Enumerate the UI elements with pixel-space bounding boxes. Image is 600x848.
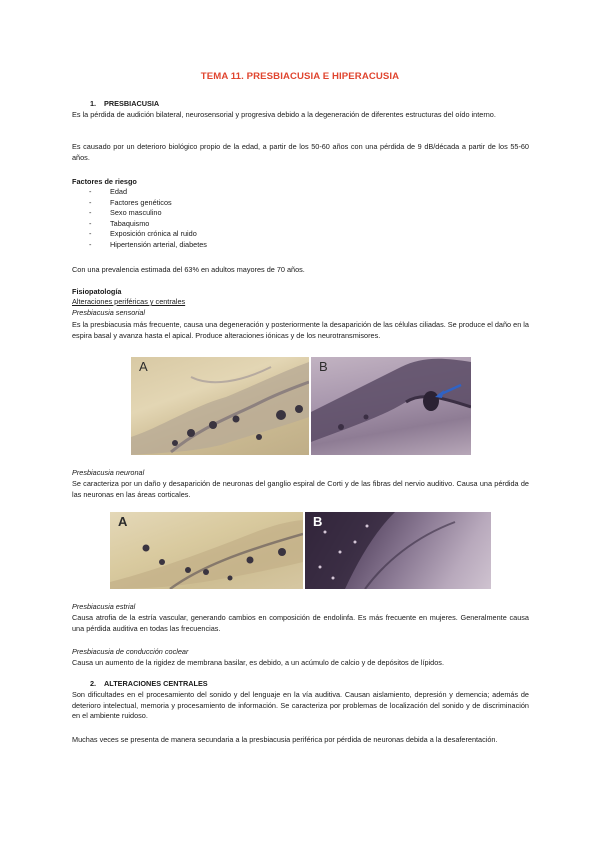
- spiral-ganglion-tissue-b: [305, 512, 491, 589]
- figure-1-panel-a: [131, 357, 309, 455]
- section-2-title: ALTERACIONES CENTRALES: [104, 679, 208, 688]
- figure-2-label-b: B: [313, 514, 323, 529]
- figure-2-label-a: A: [118, 514, 128, 529]
- cochlea-tissue-b: [311, 357, 471, 455]
- list-item: - Exposición crónica al ruido: [72, 229, 529, 240]
- spiral-ganglion-tissue-a: [110, 512, 303, 589]
- histology-figure-2: [110, 512, 491, 589]
- coclear-title: Presbiacusia de conducción coclear: [72, 647, 189, 656]
- figure-2-panel-b: [305, 512, 491, 589]
- list-item: - Tabaquismo: [72, 219, 529, 230]
- section-1-heading: [72, 99, 529, 110]
- section-2-number: 2.: [90, 679, 97, 688]
- coclear-text: Causa un aumento de la rigidez de membrana basilar, es debido, a un acúmulo de calcio y de depósitos de lípidos.: [72, 658, 444, 667]
- histology-figure-1: [131, 357, 471, 455]
- section-1-title: PRESBIACUSIA: [104, 99, 160, 108]
- list-item: - Factores genéticos: [72, 198, 529, 209]
- neuronal-title: Presbiacusia neuronal: [72, 468, 145, 477]
- sensorial-title: Presbiacusia sensorial: [72, 308, 146, 317]
- section-2-heading: [72, 679, 529, 690]
- neuronal-text: Se caracteriza por un daño y desaparición de neuronas del ganglio espiral de Corti y de las fibras del nervio auditivo. Causa una pérdida de las neuronas en las áreas corticales.: [72, 479, 529, 499]
- risk-factors-list: [72, 187, 529, 251]
- estrial-title: Presbiacusia estrial: [72, 602, 136, 611]
- prevalence-text: Con una prevalencia estimada del 63% en adultos mayores de 70 años.: [72, 265, 305, 274]
- section-1-definition: Es la pérdida de audición bilateral, neurosensorial y progresiva debido a la degeneración de diferentes estructuras del oído interno.: [72, 110, 496, 119]
- physiopathology-heading: Fisiopatología: [72, 287, 122, 296]
- figure-2-panel-a: [110, 512, 303, 589]
- page-title: TEMA 11. PRESBIACUSIA E HIPERACUSIA: [200, 71, 400, 82]
- estrial-text: Causa atrofia de la estría vascular, generando cambios en composición de endolinfa. Es más frecuente en mujeres. Generalmente causa una pérdida auditiva en todas las frecuencias.: [72, 613, 529, 633]
- list-item: - Edad: [72, 187, 529, 198]
- sensorial-text: Es la presbiacusia más frecuente, causa una degeneración y posteriormente la desaparición de las células ciliadas. Se produce el daño en la espira basal y avanza hasta el apical. Produce alteraciones iónicas y de los neurotransmisores.: [72, 320, 529, 340]
- figure-1-label-a: A: [139, 359, 148, 374]
- section-1-number: 1.: [90, 99, 97, 108]
- section-1-cause: Es causado por un deterioro biológico propio de la edad, a partir de los 50-60 años con una pérdida de 9 dB/década a partir de los 55-60 años.: [72, 142, 529, 162]
- list-item: - Hipertensión arterial, diabetes: [72, 240, 529, 251]
- figure-1-panel-b: [311, 357, 471, 455]
- list-item: - Sexo masculino: [72, 208, 529, 219]
- section-2-definition: Son dificultades en el procesamiento del sonido y del lenguaje en la vía auditiva. Causan aislamiento, depresión y demencia; además de deterioro intelectual, memoria y procesamiento de información. Se caracteriza por problemas de localización del sonido y de discriminación en el ambiente ruidoso.: [72, 690, 529, 721]
- section-2-secondary: Muchas veces se presenta de manera secundaria a la presbiacusia periférica por pérdida de neuronas debida a la desaferentación.: [72, 735, 498, 744]
- figure-1-label-b: B: [319, 359, 328, 374]
- alterations-subheading: Alteraciones periféricas y centrales: [72, 297, 186, 306]
- cochlea-tissue-a: [131, 357, 309, 455]
- risk-factors-heading: Factores de riesgo: [72, 177, 137, 186]
